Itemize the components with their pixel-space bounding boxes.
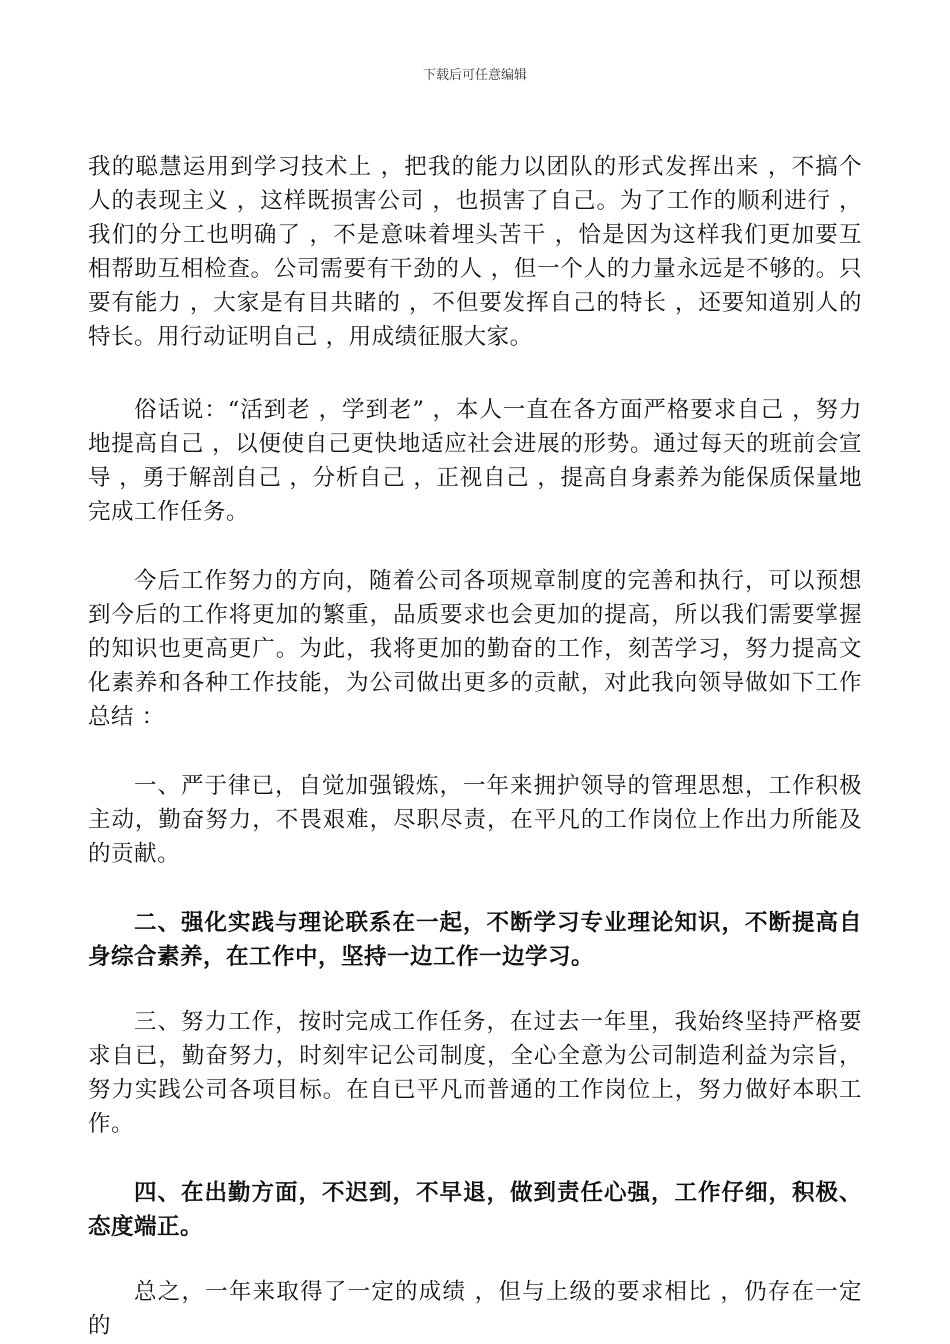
paragraph-3: 今后工作努力的方向，随着公司各项规章制度的完善和执行，可以预想到今后的工作将更加的繁重，品质要求也会更加的提高，所以我们需要掌握的知识也更高更广。为此，我将更加的勤奋的工作，刻苦学习，努力提高文化素养和各种工作技能，为公司做出更多的贡献，对此我向领导做如下工作总结 ： [88, 568, 862, 730]
paragraph-6: 三、努力工作，按时完成工作任务，在过去一年里，我始终坚持严格要求自已，勤奋努力，时刻牢记公司制度，全心全意为公司制造利益为宗旨，努力实践公司各项目标。在自已平凡而普通的工作岗位上，努力做好本职工作。 [88, 1009, 862, 1137]
paragraph-7-bold: 四、在出勤方面，不迟到，不早退，做到责任心强，工作仔细，积极、态度端正。 [88, 1180, 862, 1240]
paragraph-8: 总之，一年来取得了一定的成绩 ，但与上级的要求相比 ，仍存在一定的 [88, 1279, 862, 1339]
paragraph-5-bold: 二、强化实践与理论联系在一起，不断学习专业理论知识，不断提高自身综合素养，在工作中，坚持一边工作一边学习。 [88, 910, 862, 970]
paragraph-1: 我的聪慧运用到学习技术上 ，把我的能力以团队的形式发挥出来 ，不搞个人的表现主义 ，这样既损害公司 ，也损害了自己。为了工作的顺利进行 ，我们的分工也明确了 ，不是意味着埋头苦干 ，恰是因为这样我们更加要互相帮助互相检查。公司需要有干劲的人 ，但一个人的力量永远是不够的。只要有能力 ，大家是有目共睹的 ，不但要发挥自己的特长 ，还要知道别人的特长。用行动证明自己 ，用成绩征服大家。 [88, 154, 862, 350]
paragraph-4: 一、严于律已，自觉加强锻炼，一年来拥护领导的管理思想，工作积极主动，勤奋努力，不畏艰难，尽职尽责，在平凡的工作岗位上作出力所能及的贡献。 [88, 773, 862, 867]
paragraph-2: 俗话说：“活到老 ，学到老” ，本人一直在各方面严格要求自己 ，努力地提高自己 ，以便使自己更快地适应社会进展的形势。通过每天的班前会宣导 ，勇于解剖自己 ，分析自己 ，正视自己 ，提高自身素养为能保质保量地完成工作任务。 [88, 397, 862, 525]
document-body [88, 150, 862, 1343]
page-header: 下载后可任意编辑 [422, 68, 527, 83]
